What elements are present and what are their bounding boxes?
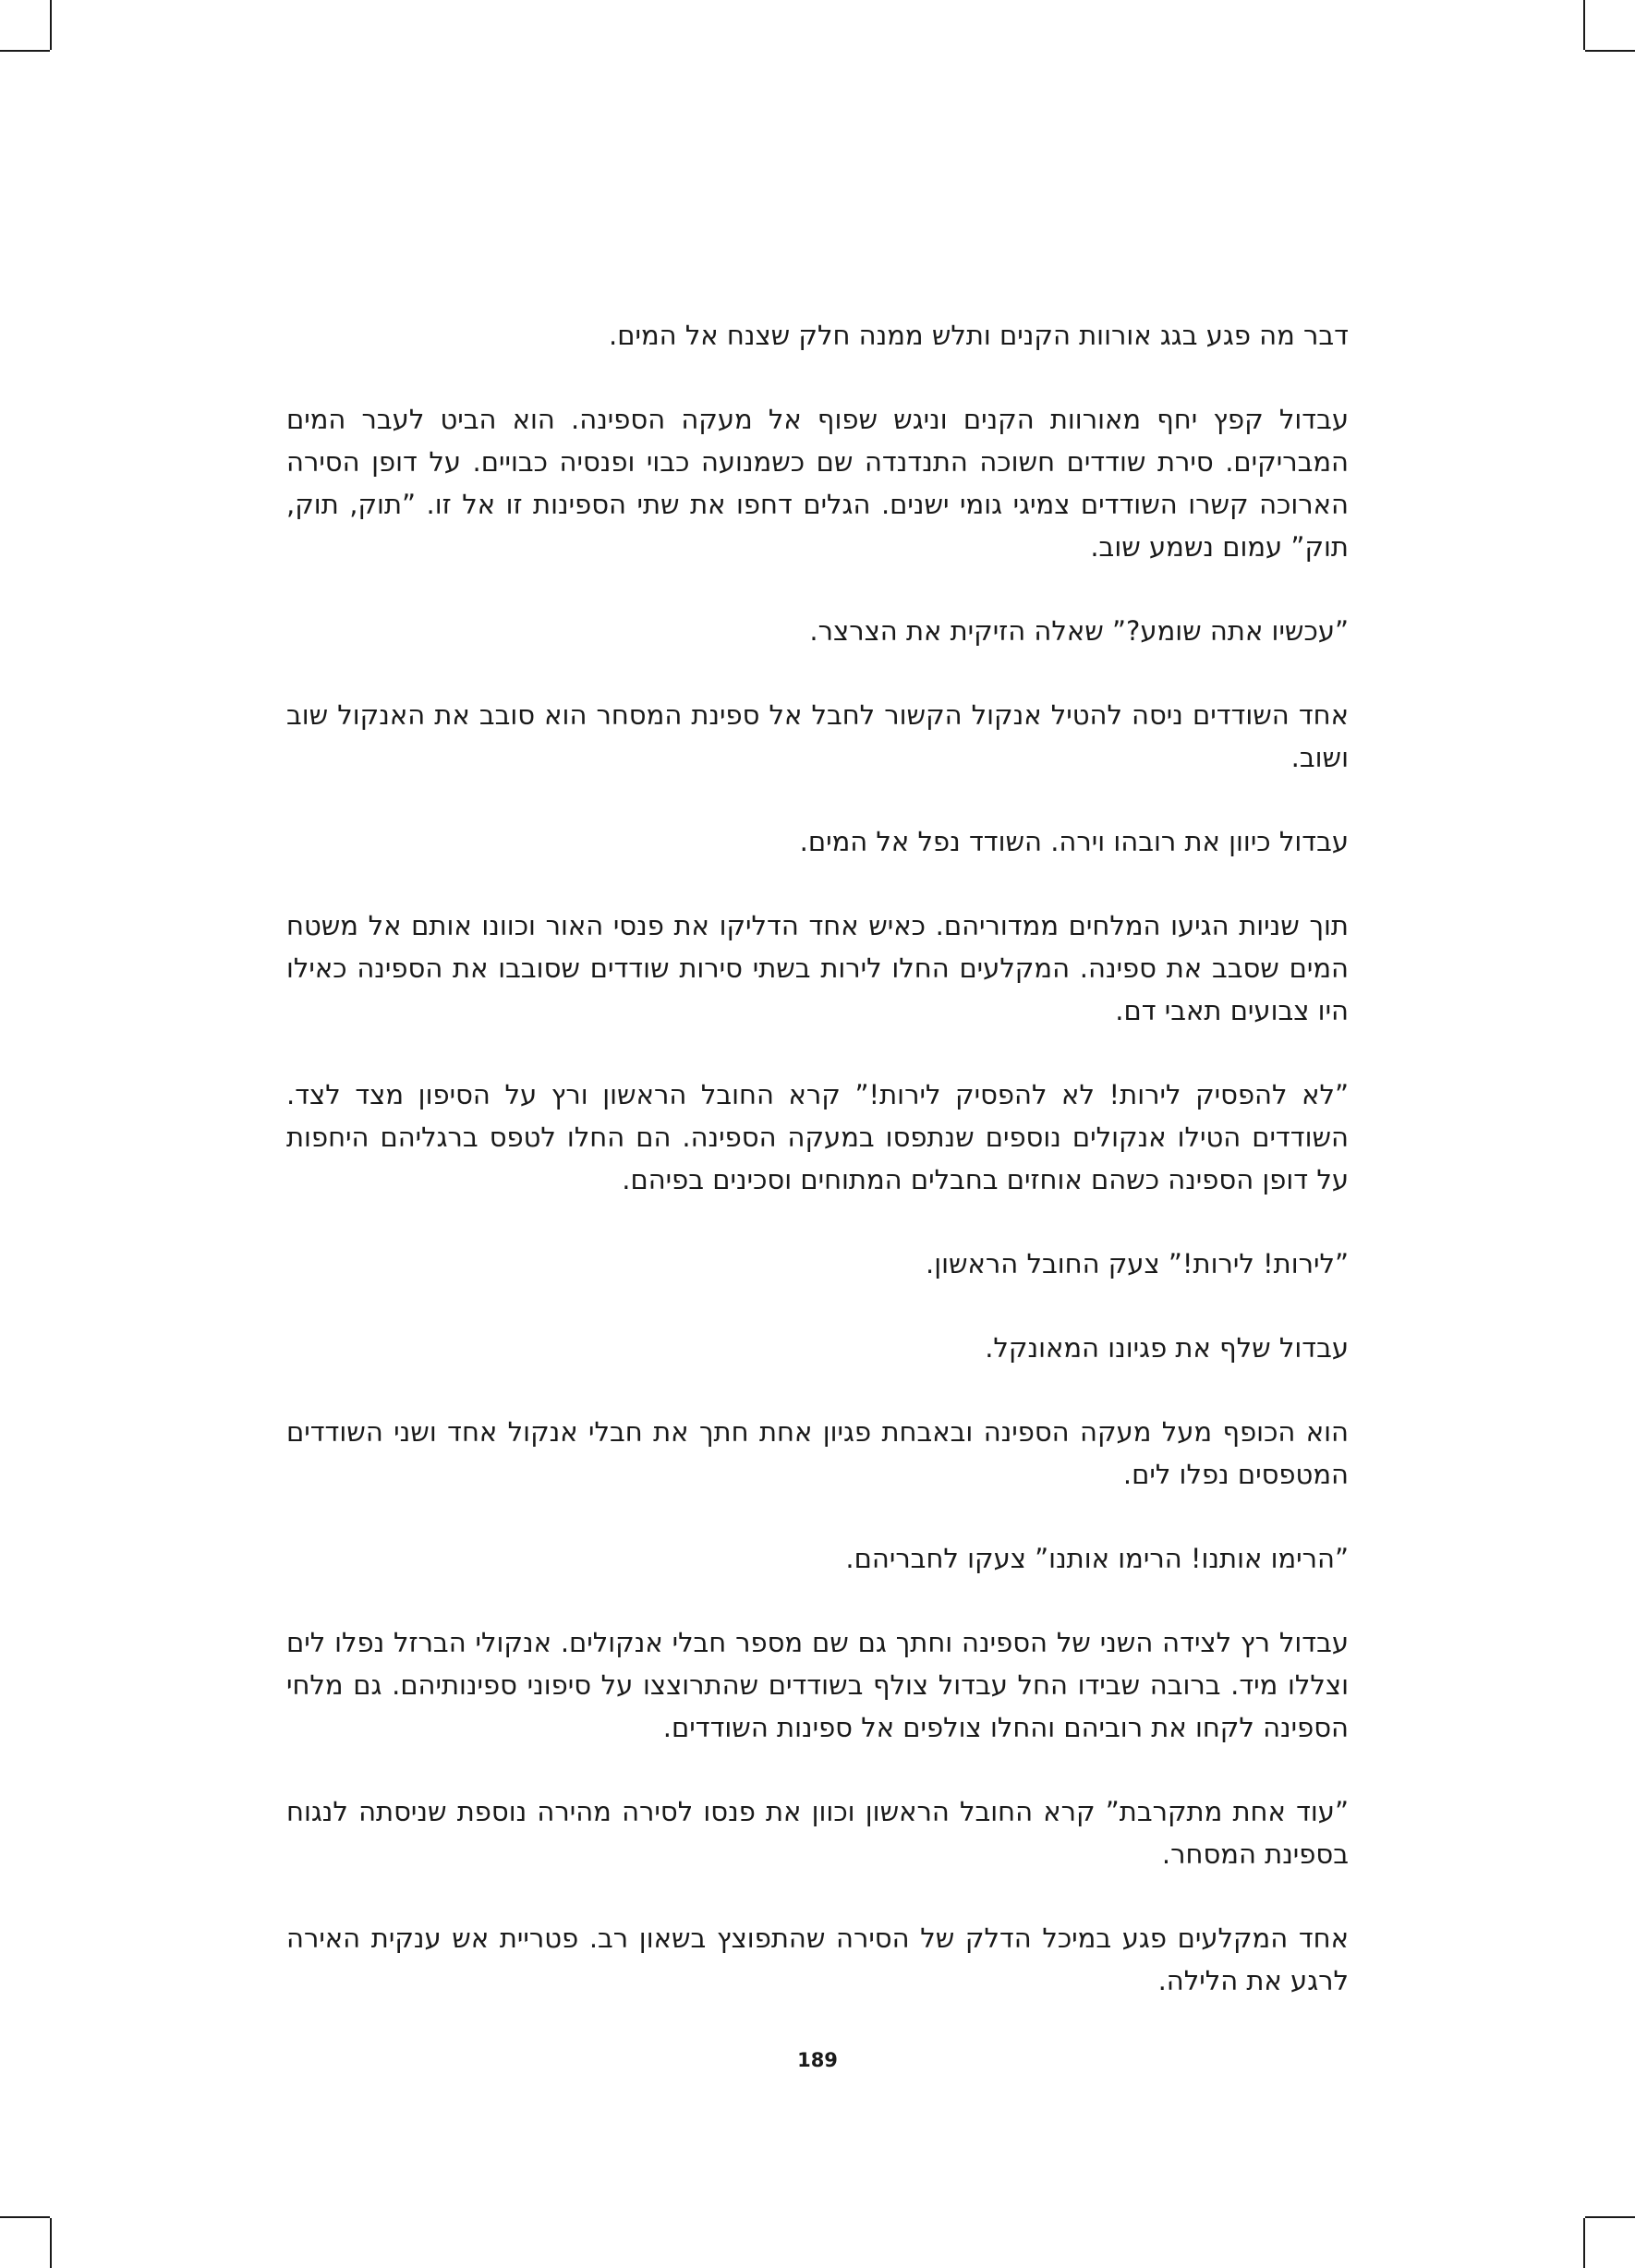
crop-mark <box>50 2218 52 2268</box>
crop-mark <box>1583 0 1585 50</box>
paragraph: ”עכשיו אתה שומע?” שאלה הזיקית את הצרצר. <box>809 615 1349 647</box>
paragraph: אחד השודדים ניסה להטיל אנקול הקשור לחבל אל ספינת המסחר הוא סובב את האנקול שוב ושוב. <box>286 699 1349 773</box>
paragraph: ”הרימו אותנו! הרימו אותנו” צעקו לחבריהם. <box>845 1543 1349 1574</box>
paragraph: עבדול כיוון את רובהו וירה. השודד נפל אל המים. <box>799 826 1349 857</box>
crop-mark <box>1585 2216 1635 2218</box>
body-text <box>286 314 1349 2044</box>
paragraph: ”עוד אחת מתקרבת” קרא החובל הראשון וכוון את פנסו לסירה מהירה נוספת שניסתה לנגוח בספינת המסחר. <box>286 1796 1349 1870</box>
paragraph: ”לירות! לירות!” צעק החובל הראשון. <box>925 1248 1349 1280</box>
paragraph: תוך שניות הגיעו המלחים ממדוריהם. כאיש אחד הדליקו את פנסי האור וכוונו אותם אל משטח המים שסבב את ספינה. המקלעים החלו לירות בשתי סירות שודדים שסובבו את הספינה כאילו היו צבועים תאבי דם. <box>286 910 1349 1026</box>
paragraph: עבדול שלף את פגיונו המאונקל. <box>985 1332 1349 1364</box>
page-number: 189 <box>797 2049 838 2071</box>
paragraph: עבדול רץ לצידה השני של הספינה וחתך גם שם מספר חבלי אנקולים. אנקולי הברזל נפלו לים וצללו מיד. ברובה שבידו החל עבדול צולף בשודדים שהתרוצצו על סיפוני ספינותיהם. גם מלחי הספינה לקחו את רוביהם והחלו צולפים אל ספינות השודדים. <box>286 1627 1349 1743</box>
paragraph: דבר מה פגע בגג אורוות הקנים ותלש ממנה חלק שצנח אל המים. <box>609 320 1349 351</box>
crop-mark <box>50 0 52 50</box>
paragraph: אחד המקלעים פגע במיכל הדלק של הסירה שהתפוצץ בשאון רב. פטריית אש ענקית האירה לרגע את הלילה. <box>286 1922 1349 1996</box>
crop-mark <box>0 50 50 52</box>
paragraph: ”לא להפסיק לירות! לא להפסיק לירות!” קרא החובל הראשון ורץ על הסיפון מצד לצד. השודדים הטילו אנקולים נוספים שנתפסו במעקה הספינה. הם החלו לטפס ברגליהם היחפות על דופן הספינה כשהם אוחזים בחבלים המתוחים וסכינים בפיהם. <box>286 1079 1349 1195</box>
crop-mark <box>1585 50 1635 52</box>
crop-mark <box>1583 2218 1585 2268</box>
crop-mark <box>0 2216 50 2218</box>
paragraph: עבדול קפץ יחף מאורוות הקנים וניגש שפוף אל מעקה הספינה. הוא הביט לעבר המים המבריקים. סירת שודדים חשוכה התנדנדה שם כשמנועה כבוי ופנסיה כבויים. על דופן הסירה הארוכה קשרו השודדים צמיגי גומי ישנים. הגלים דחפו את שתי הספינות זו אל זו. ”תוק, תוק, תוק” עמום נשמע שוב. <box>286 404 1349 563</box>
paragraph: הוא הכופף מעל מעקה הספינה ובאבחת פגיון אחת חתך את חבלי אנקול אחד ושני השודדים המטפסים נפלו לים. <box>286 1416 1349 1490</box>
